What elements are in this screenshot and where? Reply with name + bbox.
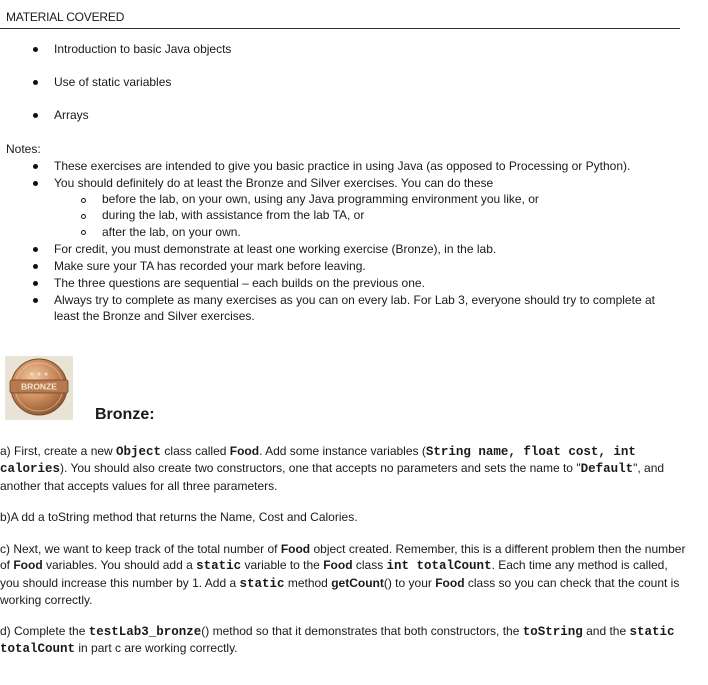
bullet-dot bbox=[33, 298, 38, 303]
heading-rule bbox=[0, 28, 680, 29]
note-item: You should definitely do at least the Bronze and Silver exercises. You can do these bbox=[54, 176, 494, 190]
note-item: Always try to complete as many exercises as you can on every lab. For Lab 3, everyone should try to complete at bbox=[54, 293, 655, 307]
subnote-item: during the lab, with assistance from the lab TA, or bbox=[102, 208, 365, 222]
paragraph-b: b)A dd a toString method that returns the Name, Cost and Calories. bbox=[0, 510, 358, 524]
bullet-dot bbox=[33, 181, 38, 186]
material-item: Arrays bbox=[54, 108, 89, 122]
bullet-dot bbox=[33, 80, 38, 85]
note-item: Make sure your TA has recorded your mark before leaving. bbox=[54, 259, 366, 273]
svg-text:★ ★ ★: ★ ★ ★ bbox=[29, 372, 49, 378]
note-item: The three questions are sequential – each builds on the previous one. bbox=[54, 276, 425, 290]
notes-label: Notes: bbox=[6, 142, 41, 156]
bullet-dot bbox=[33, 113, 38, 118]
bullet-dot bbox=[33, 264, 38, 269]
sub-bullet bbox=[81, 198, 86, 203]
bronze-badge bbox=[5, 356, 73, 420]
bullet-dot bbox=[33, 281, 38, 286]
note-item-continued: least the Bronze and Silver exercises. bbox=[54, 309, 255, 323]
bronze-title: Bronze: bbox=[95, 406, 155, 423]
paragraph-c: c) Next, we want to keep track of the total number of Food object created. Remember, this is a different problem then the number of Food variables. You should add a static variable to the Food class int totalCount. Each time any method is called, you should increase this number by 1. Add a static method getCount() to your Food class so you can check that the count is working correctly. bbox=[0, 542, 686, 607]
material-item: Use of static variables bbox=[54, 75, 172, 89]
paragraph-a: a) First, create a new Object class called Food. Add some instance variables (String name, float cost, int calories). You should also create two constructors, one that accepts no parameters and sets the name to "Default", and another that accepts values for all three parameters. bbox=[0, 444, 665, 493]
sub-bullet bbox=[81, 214, 86, 219]
badge-label: BRONZE bbox=[21, 381, 57, 392]
bullet-dot bbox=[33, 164, 38, 169]
note-item: These exercises are intended to give you basic practice in using Java (as opposed to Processing or Python). bbox=[54, 159, 631, 173]
section-heading: MATERIAL COVERED bbox=[6, 10, 125, 24]
subnote-item: after the lab, on your own. bbox=[102, 225, 241, 239]
bullet-dot bbox=[33, 47, 38, 52]
paragraph-d: d) Complete the testLab3_bronze() method so that it demonstrates that both constructors, the toString and the static totalCount in part c are working correctly. bbox=[0, 624, 675, 657]
bronze-medal-icon bbox=[5, 356, 73, 420]
subnote-item: before the lab, on your own, using any Java programming environment you like, or bbox=[102, 192, 539, 206]
note-item: For credit, you must demonstrate at least one working exercise (Bronze), in the lab. bbox=[54, 242, 497, 256]
bullet-dot bbox=[33, 247, 38, 252]
material-item: Introduction to basic Java objects bbox=[54, 42, 232, 56]
sub-bullet bbox=[81, 230, 86, 235]
